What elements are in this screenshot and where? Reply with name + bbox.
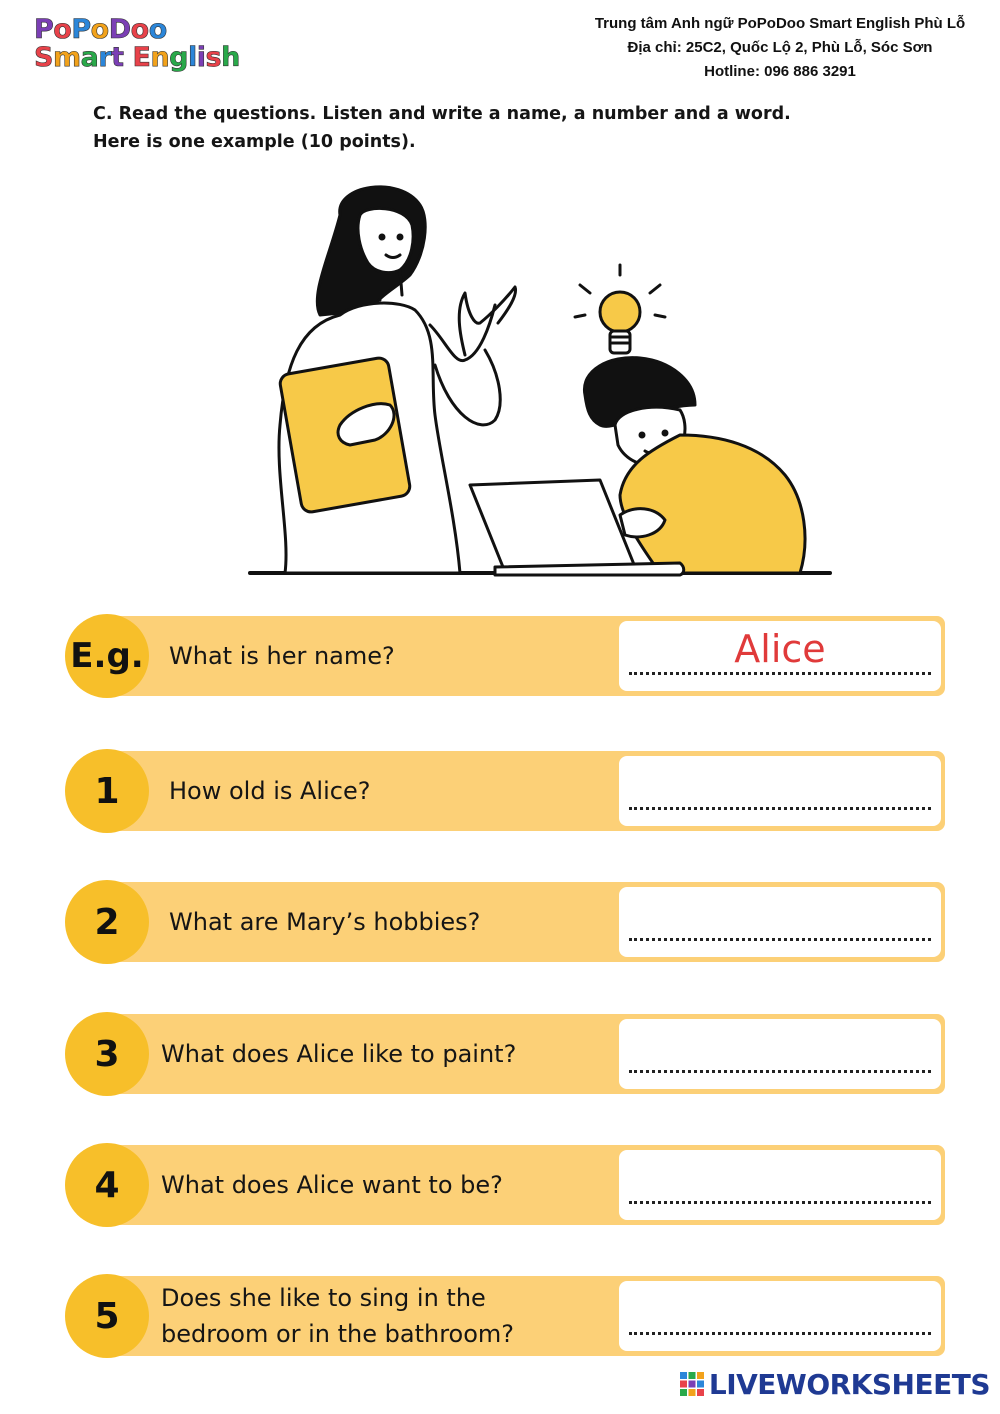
question-badge: 1 bbox=[65, 749, 149, 833]
center-address: Địa chỉ: 25C2, Quốc Lộ 2, Phù Lỗ, Sóc Sơn bbox=[627, 39, 933, 56]
teacher-student-illustration bbox=[240, 175, 840, 585]
popodoo-logo bbox=[34, 14, 240, 76]
answer-dotted-line bbox=[629, 1332, 931, 1335]
liveworksheets-brand-text: LIVEWORKSHEETS bbox=[708, 1367, 990, 1401]
logo-letter: r bbox=[98, 42, 112, 73]
question-row-5 bbox=[65, 1274, 945, 1358]
answer-input[interactable] bbox=[619, 1150, 941, 1220]
question-row-1 bbox=[65, 749, 945, 833]
question-row-2 bbox=[65, 880, 945, 964]
logo-letter: D bbox=[108, 14, 131, 45]
logo-letter: l bbox=[188, 42, 197, 73]
logo-letter: P bbox=[71, 14, 91, 45]
question-row-4 bbox=[65, 1143, 945, 1227]
center-info bbox=[570, 12, 990, 84]
logo-letter: P bbox=[34, 14, 54, 45]
question-row-example bbox=[65, 614, 945, 698]
logo-letter: i bbox=[196, 42, 206, 73]
question-badge: 3 bbox=[65, 1012, 149, 1096]
logo-letter: o bbox=[148, 14, 167, 45]
instructions bbox=[93, 100, 873, 156]
center-hotline: Hotline: 096 886 3291 bbox=[704, 63, 856, 80]
liveworksheets-logo-icon bbox=[679, 1371, 705, 1397]
question-text: What does Alice like to paint? bbox=[161, 1040, 517, 1068]
logo-line1 bbox=[34, 16, 234, 44]
question-text: What are Mary’s hobbies? bbox=[169, 908, 481, 936]
question-badge: 5 bbox=[65, 1274, 149, 1358]
answer-input[interactable] bbox=[619, 756, 941, 826]
instructions-line1: C. Read the questions. Listen and write a name, a number and a word. bbox=[93, 104, 791, 124]
logo-letter: g bbox=[169, 42, 188, 73]
answer-box[interactable] bbox=[619, 621, 941, 691]
logo-line2 bbox=[34, 42, 240, 73]
question-text: What is her name? bbox=[169, 642, 395, 670]
instructions-line2: Here is one example (10 points). bbox=[93, 132, 416, 152]
question-row-3 bbox=[65, 1012, 945, 1096]
logo-letter: t bbox=[111, 42, 124, 73]
answer-text: Alice bbox=[734, 627, 826, 671]
question-text: Does she like to sing in the bedroom or in the bathroom? bbox=[161, 1284, 515, 1348]
center-name: Trung tâm Anh ngữ PoPoDoo Smart English Phù Lỗ bbox=[594, 15, 966, 32]
logo-letter: o bbox=[130, 14, 149, 45]
logo-letter: S bbox=[34, 42, 53, 73]
logo-letter: E bbox=[132, 42, 151, 73]
answer-input[interactable] bbox=[619, 1019, 941, 1089]
question-badge: 2 bbox=[65, 880, 149, 964]
answer-input[interactable] bbox=[619, 887, 941, 957]
logo-letter: h bbox=[221, 42, 240, 73]
answer-dotted-line bbox=[629, 807, 931, 810]
question-text: What does Alice want to be? bbox=[161, 1171, 503, 1199]
logo-letter: s bbox=[205, 42, 222, 73]
question-badge: E.g. bbox=[65, 614, 149, 698]
logo-letter: n bbox=[150, 42, 170, 73]
logo-letter: a bbox=[80, 42, 99, 73]
liveworksheets-logo[interactable] bbox=[679, 1364, 990, 1404]
answer-input[interactable] bbox=[619, 1281, 941, 1351]
question-badge: 4 bbox=[65, 1143, 149, 1227]
answer-dotted-line bbox=[629, 938, 931, 941]
answer-dotted-line bbox=[629, 1201, 931, 1204]
answer-dotted-line bbox=[629, 1070, 931, 1073]
logo-letter: o bbox=[90, 14, 109, 45]
question-text: How old is Alice? bbox=[169, 777, 371, 805]
logo-letter: m bbox=[52, 42, 81, 73]
logo-letter: o bbox=[53, 14, 72, 45]
answer-dotted-line bbox=[629, 672, 931, 675]
